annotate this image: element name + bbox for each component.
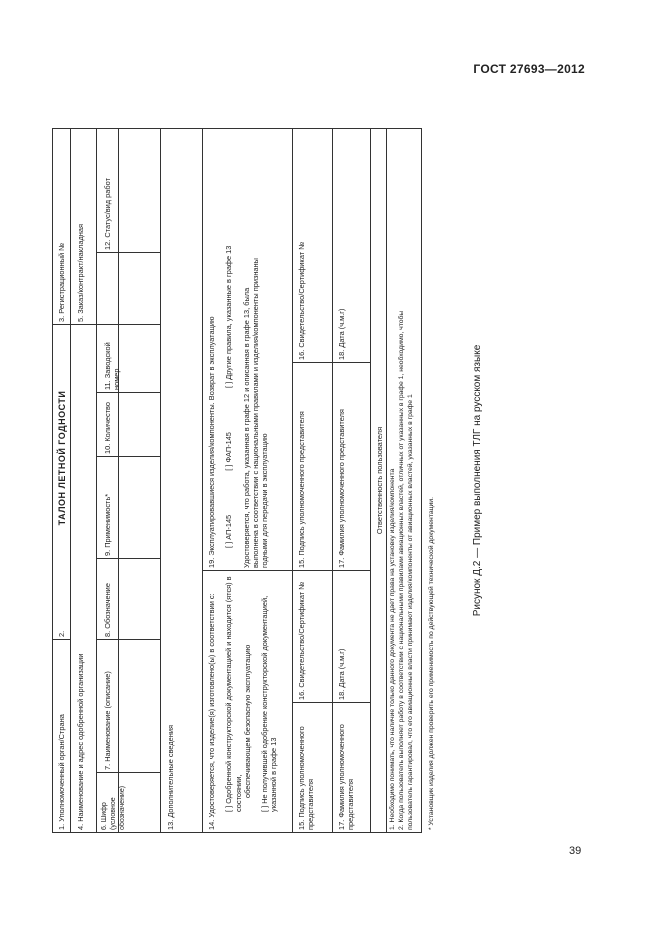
responsibility-note-2: 2. Когда пользователь выполняет работу в соответствии с национальными правилами авиационных властей, отличных от указанных в графе 1, необходимо, чтобы (398, 310, 405, 830)
field-16-certificate-right: 16. Свидетельство/Сертификат № (297, 241, 306, 360)
field-12-status: 12. Статус/вид работ (103, 178, 112, 250)
responsibility-note-1: 1. Необходимо понимать, что наличие только данного документа не дает права на установку изделия/компонента (389, 468, 396, 830)
applicability-footnote: * Установщик изделия должен проверить его применимость по действующей технической документации. (428, 497, 435, 830)
field-2: 2. (57, 630, 66, 637)
field-15-signature-right: 15. Подпись уполномоченного представителя (297, 411, 306, 568)
field-18-date-left: 18. Дата (ч.м.г) (337, 648, 346, 700)
field-19-text-3: годными для передачи в эксплуатацию (260, 433, 269, 568)
field-11-serial: 11. Заводской номер (103, 342, 122, 390)
field-19-text-2: выполнена в соответствии с национальными правилами и изделия/компоненты признаны (250, 258, 260, 568)
field-14-label: 14. Удостоверяется, что изделие(я) изготовлено(ы) в соответствии с: (207, 593, 216, 830)
field-18-date-right: 18. Дата (ч.м.г) (337, 308, 346, 360)
field-5-order: 5. Заказ/контракт/накладная (76, 224, 85, 322)
field-6-sublabel: (условное обозначение) (109, 785, 126, 830)
airworthiness-form (52, 128, 510, 833)
form-title: ТАЛОН ЛЕТНОЙ ГОДНОСТИ (57, 390, 67, 526)
field-19-text-1: Удостоверяется, что работа, указанная в графе 12 и описанная в графе 13, была (241, 287, 251, 568)
field-17-name-left: 17. Фамилия уполномоченного представителя (337, 724, 356, 830)
field-13-additional-info: 13. Дополнительные сведения (166, 724, 175, 830)
field-17-name-right: 17. Фамилия уполномоченного представителя (337, 409, 346, 568)
field-1-authority: 1. Уполномоченный орган/Страна (57, 714, 66, 830)
field-10-quantity: 10. Количество (103, 401, 112, 454)
field-7-name: 7. Наименование (описание) (103, 671, 112, 770)
field-8-designation: 8. Обозначение (103, 583, 112, 637)
figure-caption: Рисунок Д.2 — Пример выполнения ТЛГ на русском языке (472, 344, 483, 617)
field-15-signature-left: 15. Подпись уполномоченного представителя (297, 726, 316, 830)
field-14-option-approved: [ ] Одобренной конструкторской документацией и находится (ятся) в состоянии, (224, 576, 243, 812)
field-14-option-approved-cont: обеспечивающем безопасную эксплуатацию (242, 644, 252, 798)
responsibility-note-2-cont: пользователь гарантировал, что его авиационные власти принимают изделия/компоненты от авиационных властей, указанных в графе 1 (407, 394, 414, 830)
field-6-label: 6. Шифр (101, 802, 108, 830)
field-19-option-ap145: [ ] АП-145 (224, 514, 234, 548)
field-19-label: 19. Эксплуатировавшиеся изделия/компоненты. Возврат в эксплуатацию (207, 316, 216, 568)
field-16-certificate-left: 16. Свидетельство/Сертификат № (297, 581, 306, 700)
field-3-registration: 3. Регистрационный № (57, 242, 66, 322)
field-19-option-other: [ ] Другие правила, указанные в графе 13 (224, 245, 234, 388)
field-4-organization: 4. Наименование и адрес одобренной организации (76, 653, 85, 830)
field-14-option-not-approved: [ ] Не получившей одобрение конструкторской документацией, указанной в графе 13 (260, 595, 279, 812)
field-6-code (99, 773, 129, 833)
field-19-return-to-service (205, 128, 271, 571)
page-number: 39 (569, 845, 582, 857)
field-14-certification (205, 571, 281, 833)
field-19-option-fap145: [ ] ФАП-145 (224, 432, 234, 471)
field-9-applicability: 9. Применимость* (103, 493, 112, 556)
standard-designation: ГОСТ 27693—2012 (473, 62, 585, 76)
user-responsibility-heading: Ответственность пользователя (375, 426, 384, 535)
